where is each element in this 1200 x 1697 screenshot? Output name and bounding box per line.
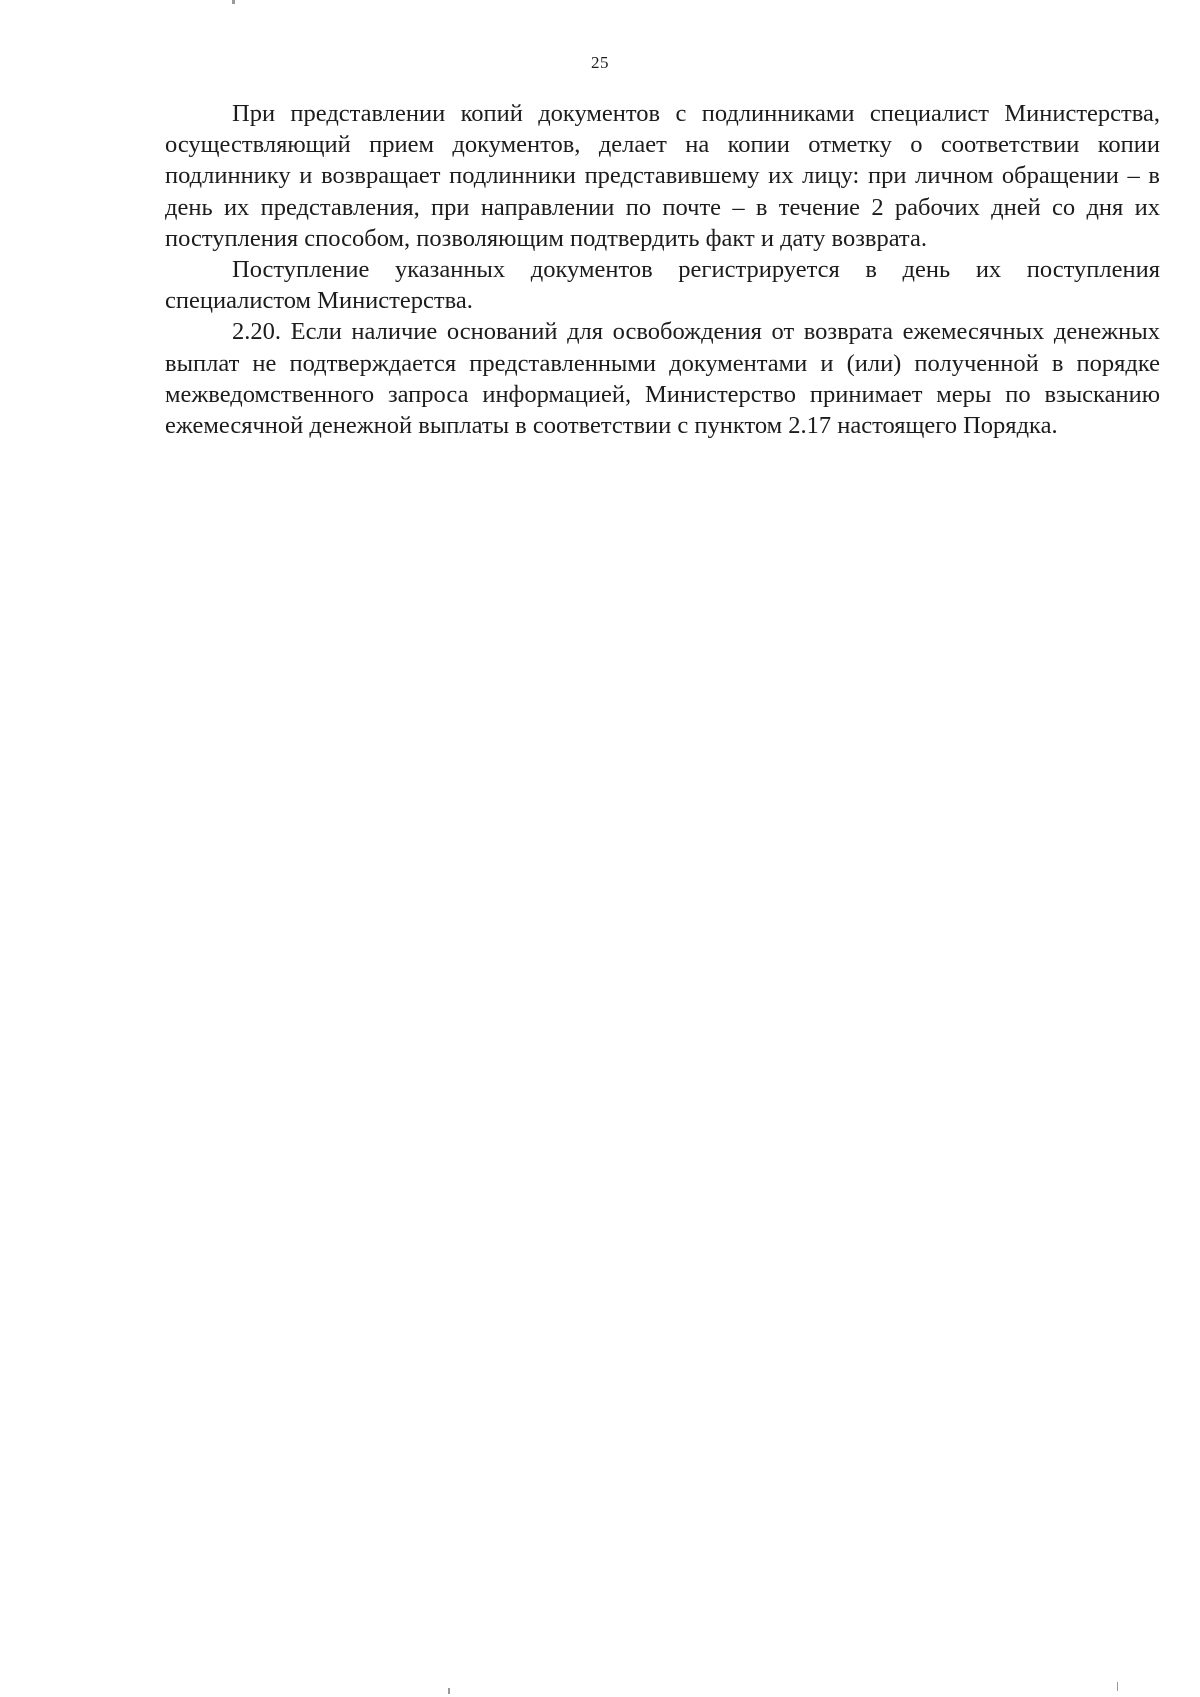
scan-artifact-mark <box>448 1688 450 1694</box>
scan-artifact-mark <box>232 0 235 4</box>
paragraph-2-20: 2.20. Если наличие оснований для освобождения от возврата ежемесячных денежных выплат не подтверждается представленными документами и (или) полученной в порядке межведомственного запроса информацией, Министерство принимает меры по взысканию ежемесячной денежной выплаты в соответствии с пунктом 2.17 настоящего Порядка. <box>165 318 1160 440</box>
paragraph-registration: Поступление указанных документов регистрируется в день их поступления специалистом Министерства. <box>165 256 1160 315</box>
page-number: 25 <box>591 53 609 72</box>
document-body <box>165 98 1160 441</box>
paragraph-copies-of-documents: При представлении копий документов с подлинниками специалист Министерства, осуществляющий прием документов, делает на копии отметку о соответствии копии подлиннику и возвращает подлинники представившему их лицу: при личном обращении – в день их представления, при направлении по почте – в течение 2 рабочих дней со дня их поступления способом, позволяющим подтвердить факт и дату возврата. <box>165 100 1160 252</box>
scan-artifact-mark <box>1117 1682 1118 1691</box>
